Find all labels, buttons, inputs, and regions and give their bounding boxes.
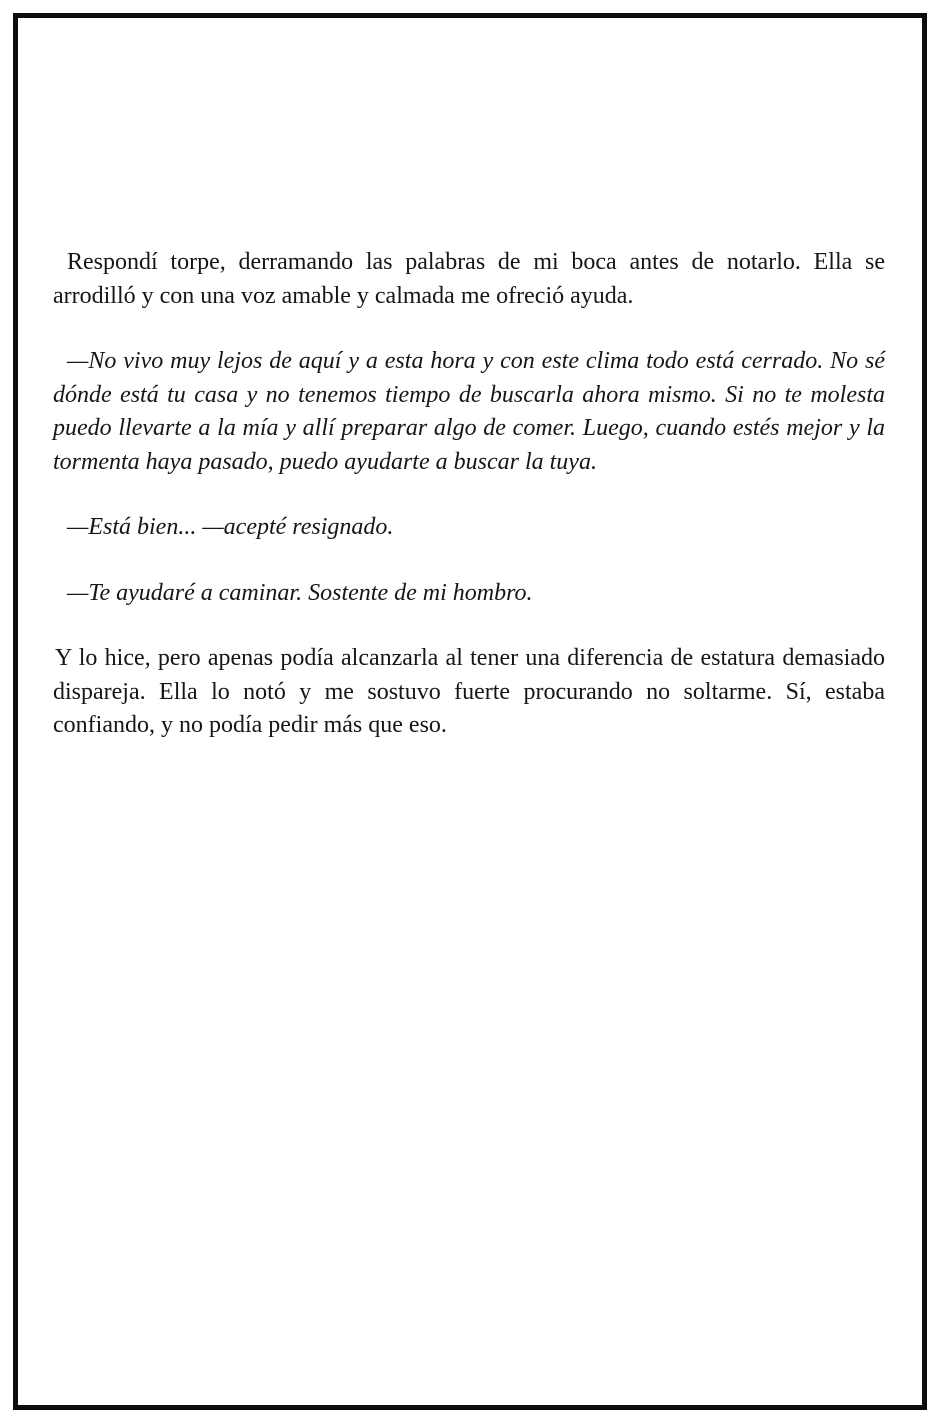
page-border-frame (13, 13, 927, 1410)
paragraph-narration-1: Respondí torpe, derramando las palabras de mi boca antes de notarlo. Ella se arrodilló y con una voz amable y calmada me ofreció ayuda. (53, 249, 885, 309)
paragraph-narration-2: Y lo hice, pero apenas podía alcanzarla al tener una diferencia de estatura demasiado dispareja. Ella lo notó y me sostuvo fuerte procurando no soltarme. Sí, estaba confiando, y no podía pedir más que eso. (53, 645, 885, 738)
paragraph-dialogue-1: —No vivo muy lejos de aquí y a esta hora y con este clima todo está cerrado. No sé dónde está tu casa y no tenemos tiempo de buscarla ahora mismo. Si no te molesta puedo llevarte a la mía y allí preparar algo de comer. Luego, cuando estés mejor y la tormenta haya pasado, puedo ayudarte a buscar la tuya. (53, 348, 885, 475)
paragraph-dialogue-2: —Está bien... —acepté resignado. (67, 514, 394, 540)
page-text-block (53, 246, 885, 775)
paragraph-dialogue-3: —Te ayudaré a caminar. Sostente de mi hombro. (67, 579, 533, 606)
